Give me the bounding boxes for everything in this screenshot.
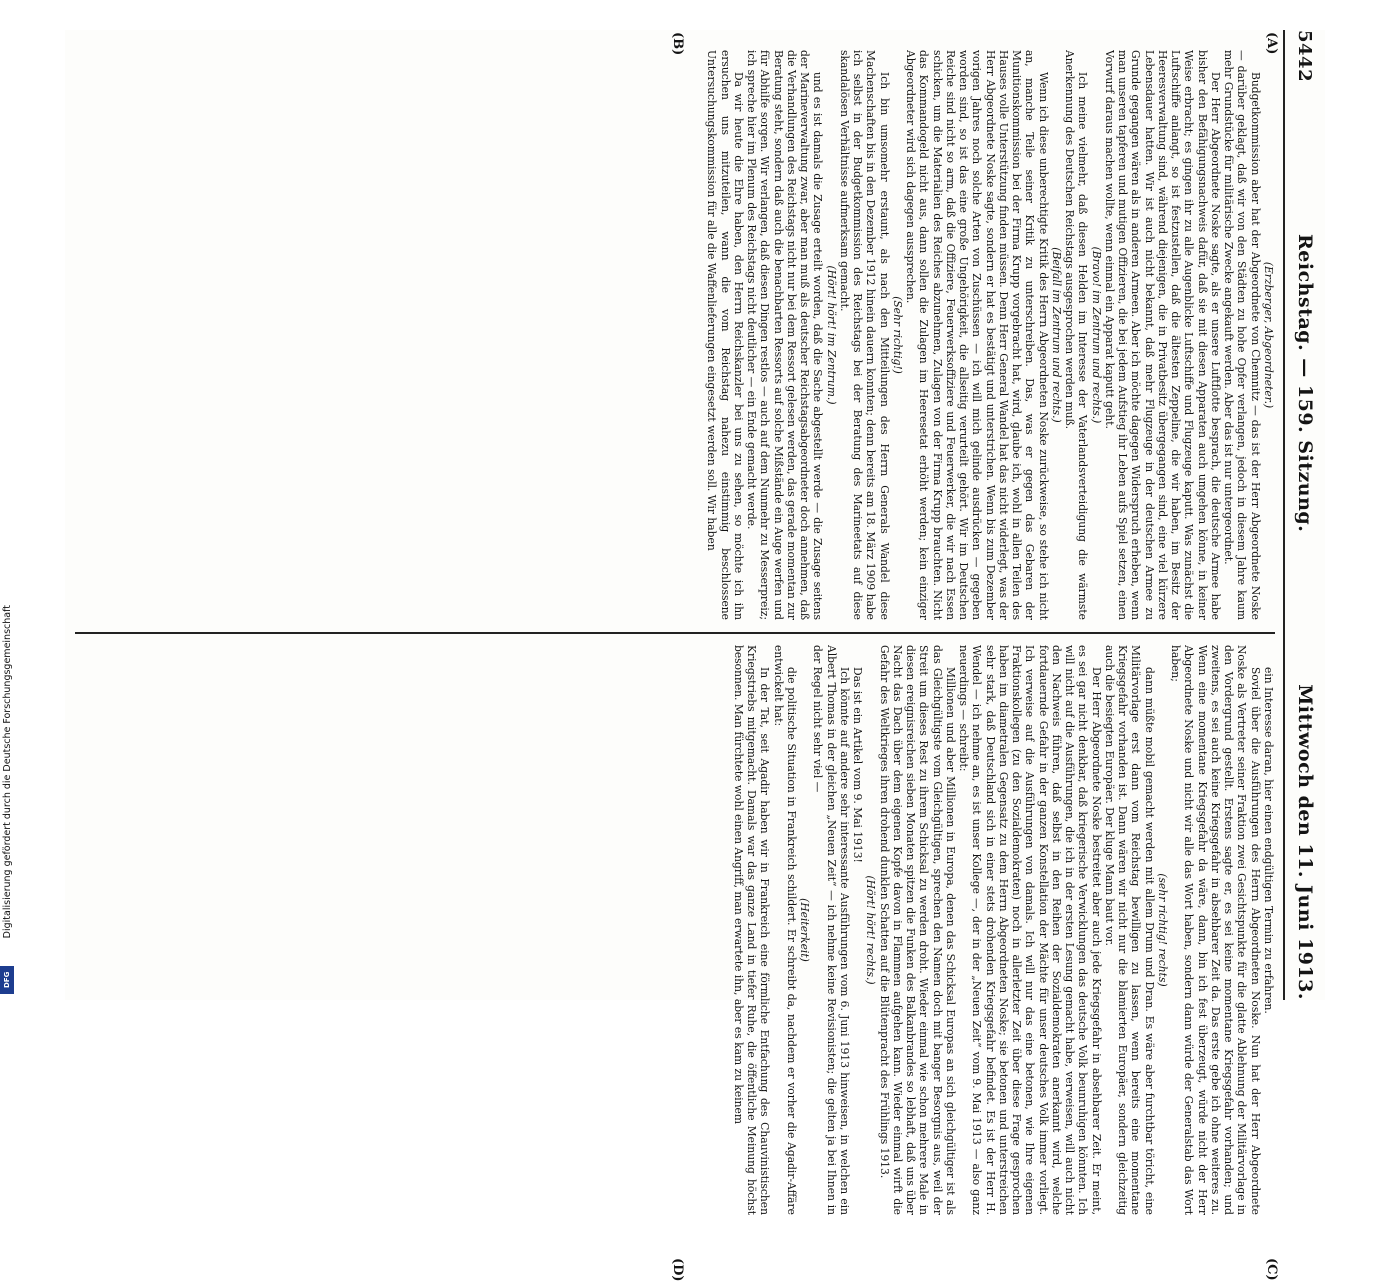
margin-marker-d: (D) bbox=[670, 1258, 685, 1282]
paragraph: Ich könnte auf andere sehr interessante Ausführungen vom 6. Juni 1913 hinweisen, in welchen ein Albert Thomas in der gleichen „Neuen Zeit“ — ich nehme keine Revisionisten; die gelten ja bei Ihnen in der Regel nicht sehr viel — bbox=[811, 645, 851, 1215]
stage-direction: (Heiterkeit) bbox=[798, 898, 812, 962]
left-text-column bbox=[75, 50, 1275, 620]
header-title: Reichstag. — 159. Sitzung. bbox=[1294, 234, 1316, 533]
stage-direction: (Sehr richtig!) bbox=[891, 296, 904, 374]
paragraph: Das ist ein Artikel vom 9. Mai 1913! bbox=[851, 667, 865, 863]
stage-direction: (Erzberger, Abgeordneter.) bbox=[1262, 261, 1275, 409]
paragraph: In der Tat, seit Agadir haben wir in Frankreich eine förmliche Entfachung des Chauvinistischen Kriegstriebs mitgemacht. Damals war das ganze Land in tiefer Ruhe, die öffentliche Meinung höchst besonnen. Man fürchtete wohl einen Angriff, man erwartete ihn, aber es kam zu keinem bbox=[732, 645, 772, 1215]
stage-direction: (Hört! hört! im Zentrum.) bbox=[824, 265, 838, 405]
right-text-column bbox=[75, 645, 1275, 1215]
paragraph: Wenn ich diese unberechtigte Kritik des Herrn Abgeordneten Noske zurückweise, so stehe ich nicht an, manche Teile seiner Kritik zu unterschreiben. Das, was er gegen das Gebaren der Munitionskommission bei der Firma Krupp vorgebracht hat, wird, glaube ich, wohl in allen Teilen des Hauses volle Unterstützung finden müssen. Denn Herr General Wandel hat das nicht widerlegt, was der Herr Abgeordnete Noske sagte, sondern er hat es bestätigt und unterstrichen. Wenn bis zum Dezember vorigen Jahres noch solche Arten von Zuschüssen — ich will mich gelinde ausdrücken — gegeben worden sind, so ist das eine große Ungehörigkeit, die allseitig verurteilt gehört. Wir im Deutschen Reiche sind nicht so arm, daß die Offiziere, Feuerwerksoffiziere und Feuerwerker, die wir nach Essen schicken, um die Materialien des Reiches abzunehmen, Zulagen von der Firma Krupp brauchten. Nicht das Kommandogeld nicht aus, dann sollen die Zulagen im Heeresetat erhöht werden; kein einziger Abgeordneter wird sich dagegen aussprechen. bbox=[904, 50, 1050, 620]
paragraph: und es ist damals die Zusage erteilt worden, daß die Sache abgestellt werde — die Zusage seitens der Marineverwaltung zwar, aber man muß als deutscher Reichstagsabgeordneter doch annehmen, daß die Verhandlungen des Reichstags nicht nur bei dem Ressort gelesen werden, das gerade momentan zur Beratung steht, sondern daß auch die benachbarten Ressorts auf solche Mißstände ein Auge werfen und für Abhilfe sorgen. Wir verlangen, daß diesen Dingen restlos — auch auf dem Nunmehr zu Messerpreiz; ich spreche hier im Plenum des Reichstags nicht deutlicher — ein Ende gemacht werde. bbox=[745, 50, 825, 620]
paragraph: Ich bin umsomehr erstaunt, als nach den Mitteilungen des Herrn Generals Wandel diese Machenschaften bis in den Dezember 1912 hinein dauern konnten; denn bereits am 18. März 1909 habe ich selbst in der Budgetkommission des Reichstags bei der Beratung des Marineetats auf diese skandalösen Verhältnisse aufmerksam gemacht. bbox=[838, 50, 891, 620]
scanned-document-page bbox=[65, 30, 1325, 1282]
stage-direction: (sehr richtig! rechts) bbox=[1156, 873, 1169, 987]
paragraph: Ich meine vielmehr, daß diesen Helden im Interesse der Vaterlandsverteidigung die wärmste Anerkennung des Deutschen Reichstags ausgesprochen werden muß. bbox=[1063, 50, 1090, 620]
digitization-credit: Digitalisierung gefördert durch die Deutsche Forschungsgemeinschaft bbox=[2, 605, 13, 939]
paragraph: ein Interesse daran, hier einen endgültigen Termin zu erfahren. bbox=[1262, 667, 1275, 1014]
margin-marker-a: (A) bbox=[1264, 32, 1279, 55]
margin-marker-c: (C) bbox=[1264, 1258, 1279, 1281]
stage-direction: (Beifall im Zentrum und rechts.) bbox=[1050, 247, 1063, 423]
paragraph: Budgetkommission aber hat der Abgeordnete von Chemnitz — das ist der Herr Abgeordnete Noske — darüber geklagt, daß wir von den Städten zu hohe Opfer verlangen, jedoch in diesem Jahre kaum mehr Grundstücke für militärische Zwecke angekauft werden. Aber das ist nur untergeordnet. bbox=[1222, 50, 1262, 620]
page-number: 5442 bbox=[1294, 30, 1316, 83]
header-date: Mittwoch den 11. Juni 1913. bbox=[1294, 684, 1316, 1000]
margin-marker-b: (B) bbox=[670, 32, 685, 56]
paragraph: dann müßte mobil gemacht werden mit allem Drum und Dran. Es wäre aber furchtbar töricht, eine Militärvorlage erst dann vom Reichstag bewilligen zu lassen, wenn bereits eine momentane Kriegsgefahr vorhanden ist. Dann wären wir nicht nur die blamierten Europäer, sondern gleichzeitig auch die besiegten Europäer. Der kluge Mann baut vor. bbox=[1103, 645, 1156, 1215]
paragraph: Der Herr Abgeordnete Noske sagte, als er unsere Luftflotte besprach, die deutsche Armee habe bisher den Befähigungsnachweis dafür, daß sie mit diesen Apparaten auch umgehen könne, in keiner Weise erbracht; es gingen ihr zu alle Augenblicke Luftschiffe und Flugzeuge kaputt. Was zunächst die Luftschiffe anlangt, so ist festzustellen, daß die ältesten Zeppeline, die wir haben, im Besitz der Heeresverwaltung sind, während diejenigen, die in Privatbesitz übergegangen sind, eine viel kürzere Lebensdauer hatten. Wir ist auch nicht bekannt, daß mehr Flugzeuge in der deutschen Armee zu Grunde gegangen wären als in anderen Armeen. Aber ich möchte dagegen Widerspruch erheben, wenn man unseren tapferen und mutigen Offizieren, die bei jedem Aufstieg ihr Leben aufs Spiel setzen, einen Vorwurf daraus machen wollte, wenn einmal ein Apparat kaputt geht. bbox=[1103, 50, 1222, 620]
paragraph: Millionen und aber Millionen in Europa, denen das Schicksal Europas an sich gleichgültiger ist als das Gleichgültigste vom Gleichgültigen, sprechen den Namen doch mit banger Besorgnis aus, weil der Streit um dieses Rest zu ihrem Schicksal zu werden droht. Wieder einmal wie schon mehrere Male in diesen ereignisreichen sieben Monaten spitzen die Funken des Balkanbrandes so lebhaft, daß uns über Nacht das Dach über dem eigenen Kopfe davon in Flammen aufgehen kann. Wieder einmal wirft die Gefahr des Weltkrieges ihren drohend dunklen Schatten auf die Blütenpracht des Frühlings 1913. bbox=[877, 645, 957, 1215]
paragraph: Soviel über die Ausführungen des Herrn Abgeordneten Noske. Nun hat der Herr Abgeordnete Noske als Vertreter seiner Fraktion zwei Gesichtspunkte für die glatte Ablehnung der Militärvorlage in den Vordergrund gestellt. Erstens sagte er, es sei keine momentane Kriegsgefahr vorhanden; und zweitens, es sei auch keine Kriegsgefahr in absehbarer Zeit da. Das erste gebe ich ohne weiteres zu. Wenn eine momentane Kriegsgefahr da wäre, dann, bin ich fest überzeugt, würde nicht der Herr Abgeordnete Noske und nicht wir alle das Wort haben, sondern dann würde der Generalstab das Wort haben; bbox=[1169, 645, 1262, 1215]
paragraph: die politische Situation in Frankreich schildert. Er schreibt da, nachdem er vorher die Agadir-Affäre entwickelt hat: bbox=[771, 645, 798, 1215]
paragraph: Der Herr Abgeordnete Noske bestreitet aber auch jede Kriegsgefahr in absehbarer Zeit. Er meint, es sei gar nicht denkbar, daß kriegerische Verwicklungen das deutsche Volk beunruhigen könnten. Ich will nicht auf die Ausführungen, die ich in der ersten Lesung gemacht habe, verweisen, will auch nicht den Nachweis führen, daß selbst in den Reihen der Sozialdemokraten anerkannt wird, welche fortdauernde Gefahr in der ganzen Konstellation der Mächte für unser deutsches Volk immer vorliegt. Ich verweise auf die Ausführungen von damals. Ich will nur das eine betonen, wie Ihre eigenen Fraktionskollegen (zu den Sozialdemokraten) noch in allerletzter Zeit über diese Frage gesprochen haben im diametralen Gegensatz zu dem Herrn Abgeordneten Noske; sie betonen und unterstreichen sehr stark, daß Deutschland sich in einer stets drohenden Kriegsgefahr befindet. Es ist der Herr H. Wendel — ich nehme an, es ist unser Kollege —, der in der „Neuen Zeit“ vom 9. Mai 1913 — also ganz neuerdings — schreibt: bbox=[957, 645, 1103, 1215]
column-divider bbox=[75, 632, 1275, 634]
stage-direction: (Bravo! im Zentrum und rechts.) bbox=[1089, 246, 1103, 424]
paragraph: Da wir heute die Ehre haben, den Herrn Reichskanzler bei uns zu sehen, so möchte ich ihn ersuchen uns mitzuteilen, wann die vom Reichstag nahezu einstimmig beschlossene Untersuchungskommission für alle die Waffenlieferungen eingesetzt werden soll. Wir haben bbox=[705, 50, 745, 620]
stage-direction: (Hört! hört! rechts.) bbox=[864, 875, 878, 985]
dfg-logo: DFG bbox=[0, 966, 14, 994]
running-header bbox=[1283, 30, 1325, 1000]
